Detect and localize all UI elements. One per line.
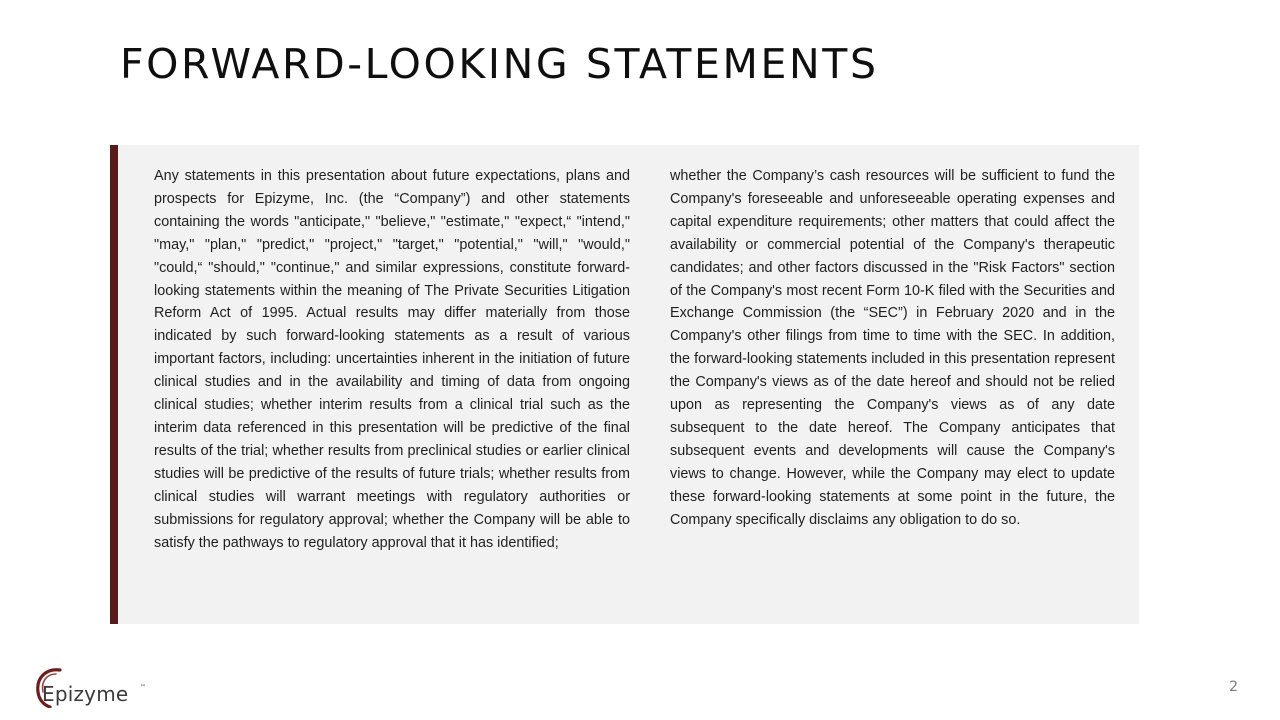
logo-trademark: ™ — [140, 684, 146, 691]
logo-wordmark: Epizyme — [42, 682, 129, 706]
company-logo — [34, 664, 154, 708]
page-number: 2 — [1229, 679, 1238, 695]
slide-title: FORWARD-LOOKING STATEMENTS — [120, 40, 879, 88]
left-column — [154, 165, 630, 554]
right-column — [670, 165, 1115, 532]
right-column-text: whether the Company’s cash resources will be sufficient to fund the Company's foreseeable and unforeseeable operating expenses and capital expenditure requirements; other matters that could affect the availability or commercial potential of the Company's therapeutic candidates; and other factors discussed in the "Risk Factors" section of the Company's most recent Form 10-K filed with the Securities and Exchange Commission (the “SEC”) in February 2020 and in the Company's other filings from time to time with the SEC. In addition, the forward-looking statements included in this presentation represent the Company's views as of the date hereof and should not be relied upon as representing the Company's views as of any date subsequent to the date hereof. The Company anticipates that subsequent events and developments will cause the Company's views to change. However, while the Company may elect to update these forward-looking statements at some point in the future, the Company specifically disclaims any obligation to do so. — [670, 168, 1115, 528]
left-column-text: Any statements in this presentation about future expectations, plans and prospects for Epizyme, Inc. (the “Company”) and other statements containing the words "anticipate," "believe," "estimate," "expect,“ "intend," "may," "plan," "predict," "project," "target," "potential," "will," "would," "could,“ "should," "continue," and similar expressions, constitute forward-looking statements within the meaning of The Private Securities Litigation Reform Act of 1995. Actual results may differ materially from those indicated by such forward-looking statements as a result of various important factors, including: uncertainties inherent in the initiation of future clinical studies and in the availability and timing of data from ongoing clinical studies; whether interim results from a clinical trial such as the interim data referenced in this presentation will be predictive of the final results of the trial; whether results from preclinical studies or earlier clinical studies will be predictive of the results of future trials; whether results from clinical studies will warrant meetings with regulatory authorities or submissions for regulatory approval; whether the Company will be able to satisfy the pathways to regulatory approval that it has identified; — [154, 168, 630, 551]
statement-panel — [110, 145, 1139, 624]
accent-bar — [110, 145, 118, 624]
